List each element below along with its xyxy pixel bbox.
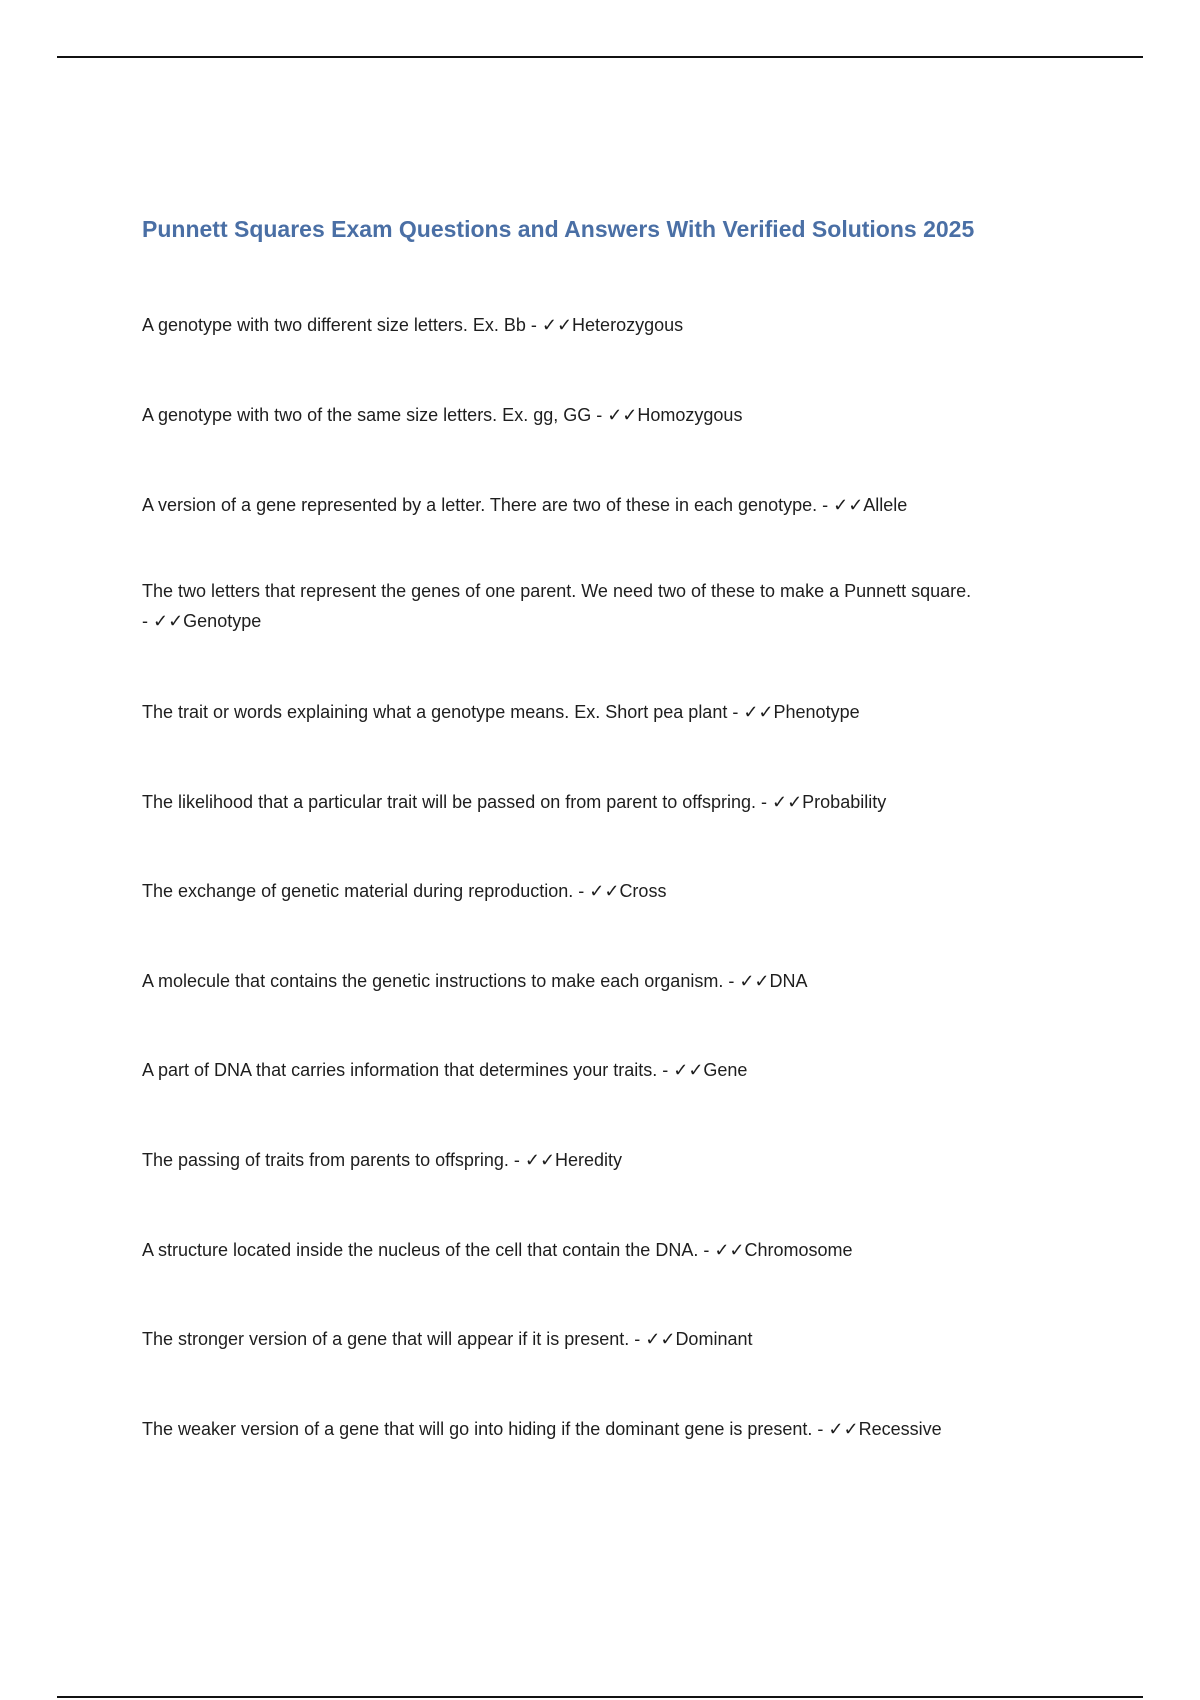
answer-text: Recessive [858, 1419, 942, 1439]
double-check-icon: ✓✓ [541, 315, 573, 335]
answer-text: Allele [863, 495, 908, 515]
answer-text: Phenotype [773, 702, 860, 722]
double-check-icon: ✓✓ [589, 881, 620, 901]
answer-text: Probability [802, 792, 887, 812]
double-check-icon: ✓✓ [645, 1329, 676, 1349]
qa-item [142, 310, 1062, 340]
question-text: The trait or words explaining what a genotype means. Ex. Short pea plant [142, 702, 728, 722]
qa-item [142, 966, 1062, 996]
qa-item [142, 697, 1062, 727]
qa-item [142, 1324, 1062, 1354]
qa-item [142, 1235, 1062, 1265]
qa-item [142, 1055, 1062, 1085]
answer-text: DNA [769, 971, 808, 991]
question-text: A part of DNA that carries information that determines your traits. [142, 1060, 658, 1080]
separator: - [698, 1240, 715, 1260]
separator: - [508, 1150, 525, 1170]
qa-item [142, 576, 1062, 636]
document-title: Punnett Squares Exam Questions and Answers With Verified Solutions 2025 [142, 216, 975, 242]
question-text: A version of a gene represented by a letter. There are two of these in each genotype. [142, 495, 818, 515]
answer-text: Chromosome [744, 1240, 853, 1260]
separator: - [727, 702, 744, 722]
answer-text: Homozygous [637, 405, 743, 425]
double-check-icon: ✓✓ [524, 1150, 556, 1170]
question-text: A structure located inside the nucleus of the cell that contain the DNA. [142, 1240, 699, 1260]
qa-item [142, 400, 1062, 430]
question-text: The exchange of genetic material during reproduction. [142, 881, 574, 901]
double-check-icon: ✓✓ [833, 495, 864, 515]
answer-text: Heterozygous [572, 315, 684, 335]
separator: - [817, 495, 834, 515]
separator: - [591, 405, 608, 425]
separator: - [573, 881, 590, 901]
double-check-icon: ✓✓ [714, 1240, 745, 1260]
top-rule [57, 56, 1143, 58]
separator: - [657, 1060, 674, 1080]
answer-text: Genotype [183, 611, 262, 631]
question-text: A genotype with two different size letters. Ex. Bb [142, 315, 526, 335]
double-check-icon: ✓✓ [772, 792, 803, 812]
qa-item [142, 787, 1062, 817]
question-text: A genotype with two of the same size letters. Ex. gg, GG [142, 405, 592, 425]
qa-item [142, 876, 1062, 906]
double-check-icon: ✓✓ [153, 611, 184, 631]
question-text: The weaker version of a gene that will go into hiding if the dominant gene is present. [142, 1419, 813, 1439]
qa-item [142, 490, 1062, 520]
question-text: The stronger version of a gene that will appear if it is present. [142, 1329, 630, 1349]
separator: - [756, 792, 772, 812]
answer-text: Dominant [675, 1329, 753, 1349]
double-check-icon: ✓✓ [739, 971, 770, 991]
answer-text: Heredity [555, 1150, 623, 1170]
double-check-icon: ✓✓ [673, 1060, 704, 1080]
separator: - [812, 1419, 829, 1439]
separator: - [629, 1329, 646, 1349]
question-text: A molecule that contains the genetic instructions to make each organism. [142, 971, 724, 991]
separator: - [723, 971, 740, 991]
double-check-icon: ✓✓ [743, 702, 774, 722]
double-check-icon: ✓✓ [607, 405, 638, 425]
qa-item [142, 1145, 1062, 1175]
separator: - [525, 315, 542, 335]
question-text: The two letters that represent the genes of one parent. We need two of these to make a Punnett square. [142, 581, 972, 601]
qa-item [142, 1414, 1062, 1444]
separator: - [142, 611, 153, 631]
question-text: The passing of traits from parents to offspring. [142, 1150, 509, 1170]
answer-text: Gene [703, 1060, 748, 1080]
bottom-rule [57, 1696, 1143, 1698]
double-check-icon: ✓✓ [828, 1419, 859, 1439]
answer-text: Cross [619, 881, 667, 901]
question-text: The likelihood that a particular trait will be passed on from parent to offspring. [142, 792, 756, 812]
